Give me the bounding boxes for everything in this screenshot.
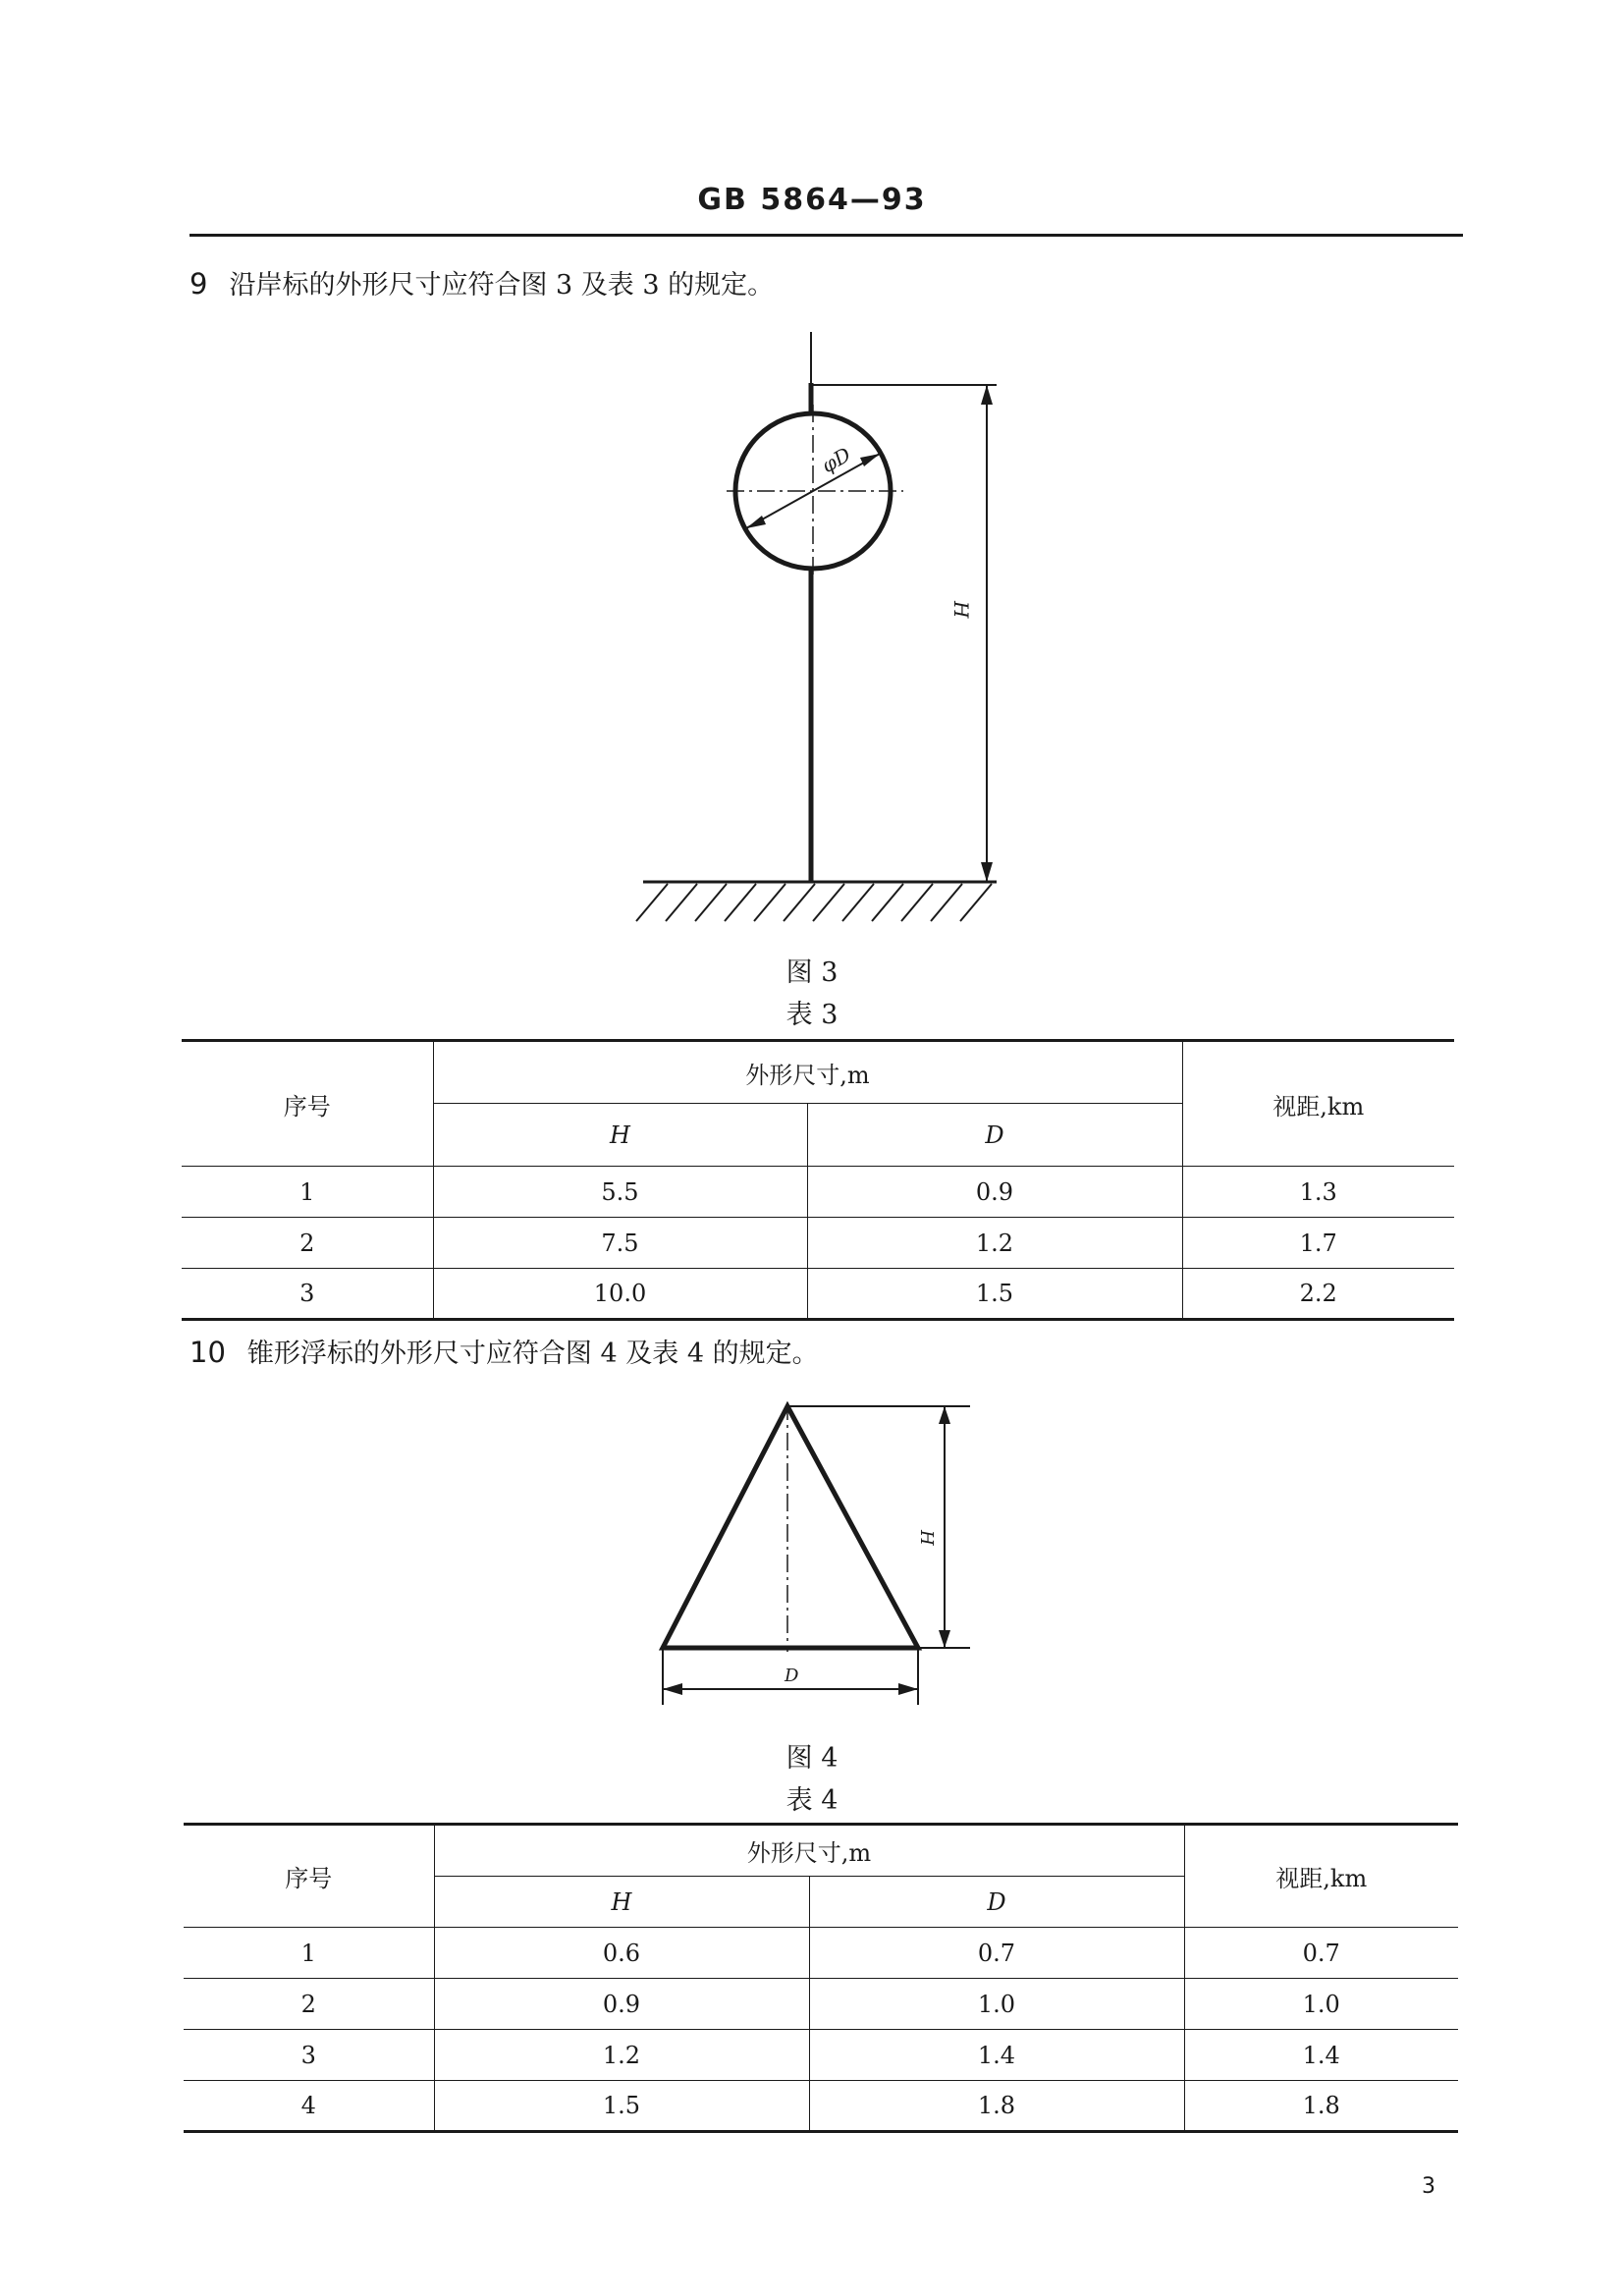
cell-h: 1.5 xyxy=(434,2081,809,2132)
cell-d: 1.8 xyxy=(809,2081,1184,2132)
cell-d: 1.4 xyxy=(809,2030,1184,2081)
cell-h: 10.0 xyxy=(433,1269,807,1320)
table-3-header-range: 视距,km xyxy=(1182,1041,1454,1167)
table-row xyxy=(184,2081,1458,2132)
figure-4-cone-buoy xyxy=(638,1394,992,1719)
table-3 xyxy=(182,1039,1454,1321)
cell-d: 1.2 xyxy=(807,1218,1182,1269)
table-row xyxy=(182,1269,1454,1320)
cell-index: 2 xyxy=(182,1218,433,1269)
table-row xyxy=(182,1218,1454,1269)
cell-index: 1 xyxy=(182,1167,433,1218)
cell-d: 0.9 xyxy=(807,1167,1182,1218)
table-row xyxy=(184,1979,1458,2030)
cell-range: 1.8 xyxy=(1184,2081,1458,2132)
page-number: 3 xyxy=(1422,2174,1435,2199)
height-label: H xyxy=(949,601,973,619)
cell-d: 1.5 xyxy=(807,1269,1182,1320)
cell-range: 2.2 xyxy=(1182,1269,1454,1320)
clause-9 xyxy=(189,263,774,301)
table-row xyxy=(182,1167,1454,1218)
table-3-header-dimensions: 外形尺寸,m xyxy=(433,1041,1182,1104)
cell-h: 0.6 xyxy=(434,1928,809,1979)
figure-3-caption: 图 3 xyxy=(785,957,839,988)
cell-range: 0.7 xyxy=(1184,1928,1458,1979)
table-row xyxy=(184,2030,1458,2081)
table-4-header-index: 序号 xyxy=(184,1825,434,1928)
cell-d: 1.0 xyxy=(809,1979,1184,2030)
cell-index: 3 xyxy=(182,1269,433,1320)
cell-h: 5.5 xyxy=(433,1167,807,1218)
table-4 xyxy=(184,1823,1458,2133)
table-3-caption: 表 3 xyxy=(785,1000,839,1030)
cell-index: 1 xyxy=(184,1928,434,1979)
table-4-caption: 表 4 xyxy=(785,1785,839,1816)
cone-outline xyxy=(663,1406,918,1648)
cell-range: 1.0 xyxy=(1184,1979,1458,2030)
clause-9-number: 9 xyxy=(189,267,208,301)
height-label: H xyxy=(916,1530,937,1546)
table-row xyxy=(184,1928,1458,1979)
clause-10 xyxy=(189,1332,819,1370)
table-4-header-h: H xyxy=(434,1877,809,1928)
cell-d: 0.7 xyxy=(809,1928,1184,1979)
cell-h: 7.5 xyxy=(433,1218,807,1269)
table-4-header-dimensions: 外形尺寸,m xyxy=(434,1825,1184,1877)
cell-index: 4 xyxy=(184,2081,434,2132)
figure-4-caption: 图 4 xyxy=(785,1743,839,1774)
ground-hatching xyxy=(636,884,992,921)
figure-3-shore-mark xyxy=(609,324,1021,933)
cell-index: 3 xyxy=(184,2030,434,2081)
diameter-label: φD xyxy=(817,442,855,478)
cell-range: 1.4 xyxy=(1184,2030,1458,2081)
table-4-header-d: D xyxy=(809,1877,1184,1928)
clause-9-text: 沿岸标的外形尺寸应符合图 3 及表 3 的规定。 xyxy=(229,270,775,301)
cell-h: 1.2 xyxy=(434,2030,809,2081)
table-3-header-h: H xyxy=(433,1104,807,1167)
cell-range: 1.7 xyxy=(1182,1218,1454,1269)
standard-header: GB 5864—93 xyxy=(697,183,927,217)
table-3-header-index: 序号 xyxy=(182,1041,433,1167)
cell-index: 2 xyxy=(184,1979,434,2030)
cell-range: 1.3 xyxy=(1182,1167,1454,1218)
header-rule xyxy=(189,234,1463,237)
clause-10-text: 锥形浮标的外形尺寸应符合图 4 及表 4 的规定。 xyxy=(246,1339,819,1369)
cell-h: 0.9 xyxy=(434,1979,809,2030)
clause-10-number: 10 xyxy=(189,1336,226,1369)
table-3-header-d: D xyxy=(807,1104,1182,1167)
table-4-header-range: 视距,km xyxy=(1184,1825,1458,1928)
base-label: D xyxy=(785,1666,799,1686)
